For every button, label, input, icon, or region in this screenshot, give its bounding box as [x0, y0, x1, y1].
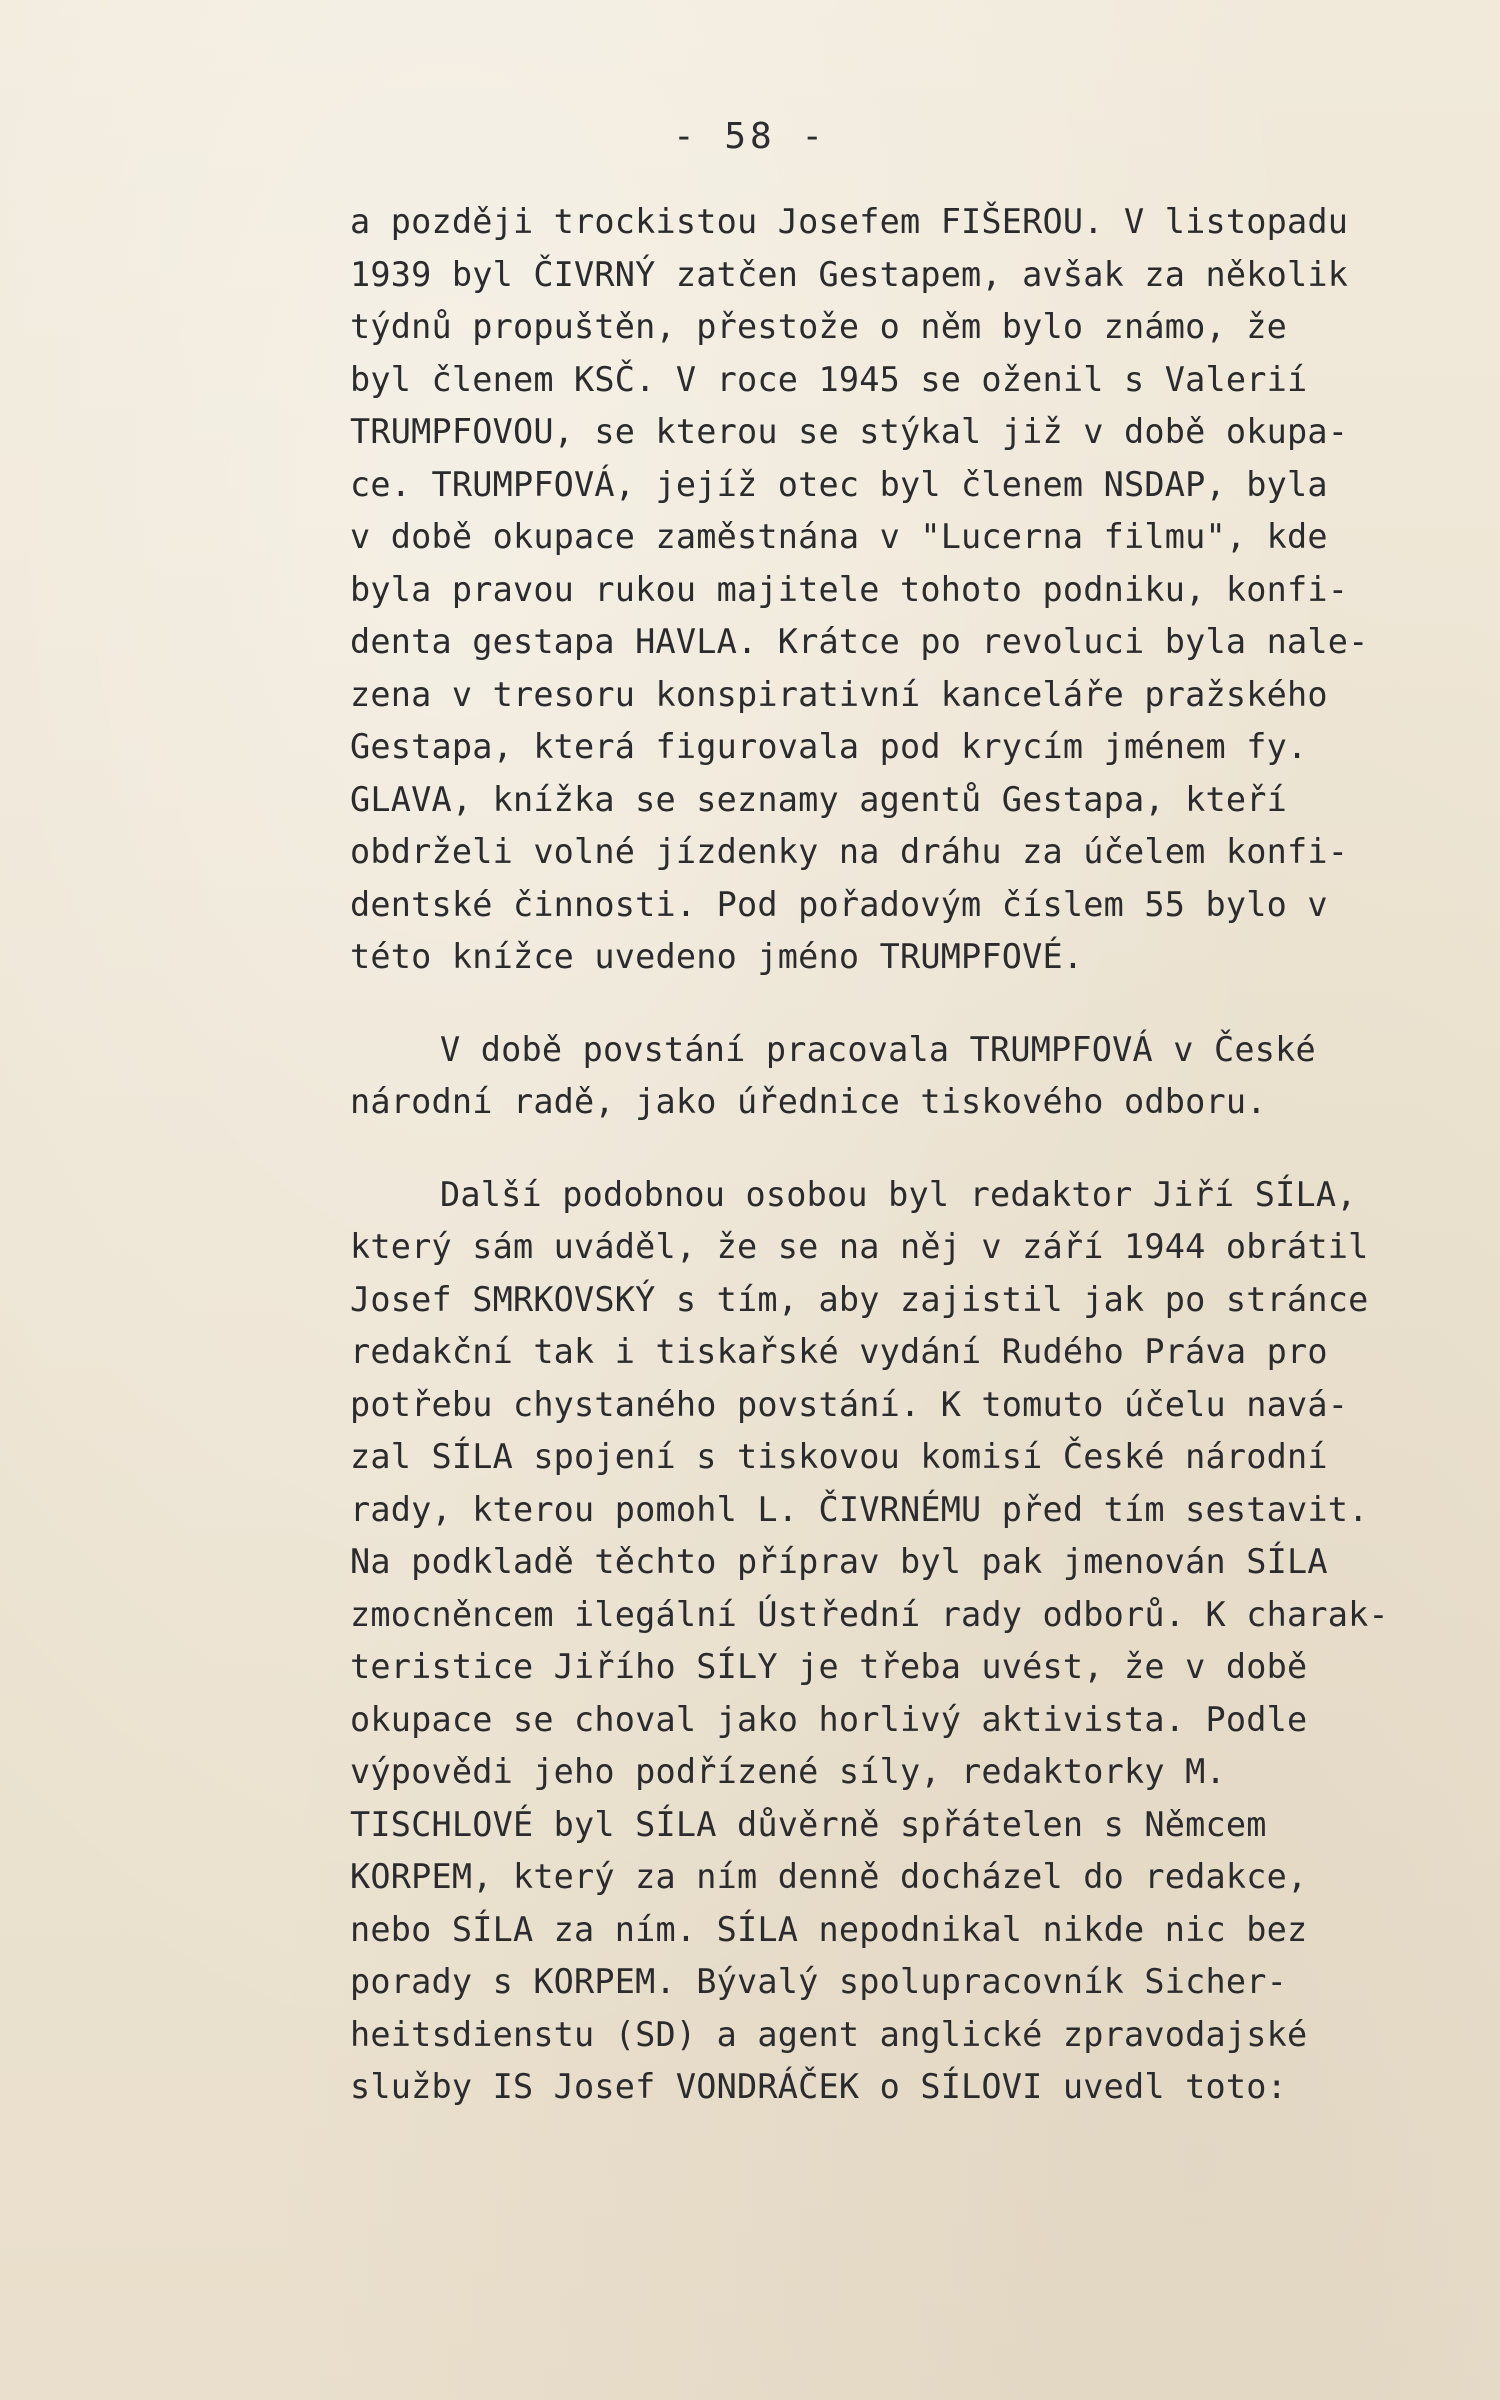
- text-line: denta gestapa HAVLA. Krátce po revoluci byla nale-: [350, 622, 1369, 661]
- text-line: GLAVA, knížka se seznamy agentů Gestapa, kteří: [350, 779, 1287, 819]
- text-line: potřebu chystaného povstání. K tomuto účelu navá-: [350, 1384, 1349, 1424]
- text-line: Na podkladě těchto příprav byl pak jmenován SÍLA: [350, 1542, 1328, 1581]
- text-line: heitsdienstu (SD) a agent anglické zpravodajské: [350, 2014, 1308, 2054]
- text-line: služby IS Josef VONDRÁČEK o SÍLOVI uvedl toto:: [350, 2067, 1287, 2106]
- text-line: dentské činnosti. Pod pořadovým číslem 55 bylo v: [350, 884, 1328, 924]
- text-line: TISCHLOVÉ byl SÍLA důvěrně spřátelen s Němcem: [350, 1804, 1267, 1844]
- text-line: zmocněncem ilegální Ústřední rady odborů. K charak-: [350, 1594, 1389, 1634]
- text-line: porady s KORPEM. Bývalý spolupracovník Sicher-: [350, 1962, 1287, 2001]
- text-line: obdrželi volné jízdenky na dráhu za účelem konfi-: [350, 832, 1349, 871]
- text-line: výpovědi jeho podřízené síly, redaktorky M.: [350, 1752, 1226, 1791]
- text-line: ce. TRUMPFOVÁ, jejíž otec byl členem NSDAP, byla: [350, 464, 1328, 504]
- text-line: rady, kterou pomohl L. ČIVRNÉMU před tím sestavit.: [350, 1489, 1369, 1529]
- text-line: této knížce uvedeno jméno TRUMPFOVÉ.: [350, 937, 1084, 976]
- page-number: - 58 -: [672, 116, 828, 157]
- text-line: byl členem KSČ. V roce 1945 se oženil s Valerií: [350, 359, 1308, 399]
- text-line: týdnů propuštěn, přestože o něm bylo známo, že: [350, 307, 1287, 346]
- text-line: Další podobnou osobou byl redaktor Jiří SÍLA,: [440, 1174, 1357, 1214]
- text-line: 1939 byl ČIVRNÝ zatčen Gestapem, avšak za několik: [350, 254, 1349, 294]
- text-line: zena v tresoru konspirativní kanceláře pražského: [350, 674, 1328, 714]
- paragraph-2: [350, 1024, 1460, 1129]
- text-line: který sám uváděl, že se na něj v září 1944 obrátil: [350, 1227, 1369, 1266]
- text-line: Gestapa, která figurovala pod krycím jménem fy.: [350, 727, 1308, 766]
- text-line: KORPEM, který za ním denně docházel do redakce,: [350, 1857, 1308, 1896]
- paragraph-3: [350, 1169, 1460, 2114]
- text-line: V době povstání pracovala TRUMPFOVÁ v České: [440, 1029, 1316, 1069]
- text-line: a později trockistou Josefem FIŠEROU. V listopadu: [350, 202, 1349, 241]
- paragraph-1: [350, 196, 1460, 984]
- text-line: národní radě, jako úřednice tiskového odboru.: [350, 1082, 1267, 1121]
- text-line: Josef SMRKOVSKÝ s tím, aby zajistil jak po stránce: [350, 1279, 1369, 1319]
- document-body: [350, 196, 1460, 2114]
- text-line: nebo SÍLA za ním. SÍLA nepodnikal nikde nic bez: [350, 1909, 1308, 1949]
- text-line: zal SÍLA spojení s tiskovou komisí České národní: [350, 1437, 1328, 1476]
- text-line: redakční tak i tiskařské vydání Rudého Práva pro: [350, 1332, 1328, 1371]
- text-line: teristice Jiřího SÍLY je třeba uvést, že v době: [350, 1647, 1308, 1686]
- text-line: v době okupace zaměstnána v "Lucerna filmu", kde: [350, 517, 1328, 556]
- text-line: okupace se choval jako horlivý aktivista. Podle: [350, 1699, 1308, 1739]
- text-line: TRUMPFOVOU, se kterou se stýkal již v době okupa-: [350, 412, 1349, 451]
- text-line: byla pravou rukou majitele tohoto podniku, konfi-: [350, 569, 1349, 609]
